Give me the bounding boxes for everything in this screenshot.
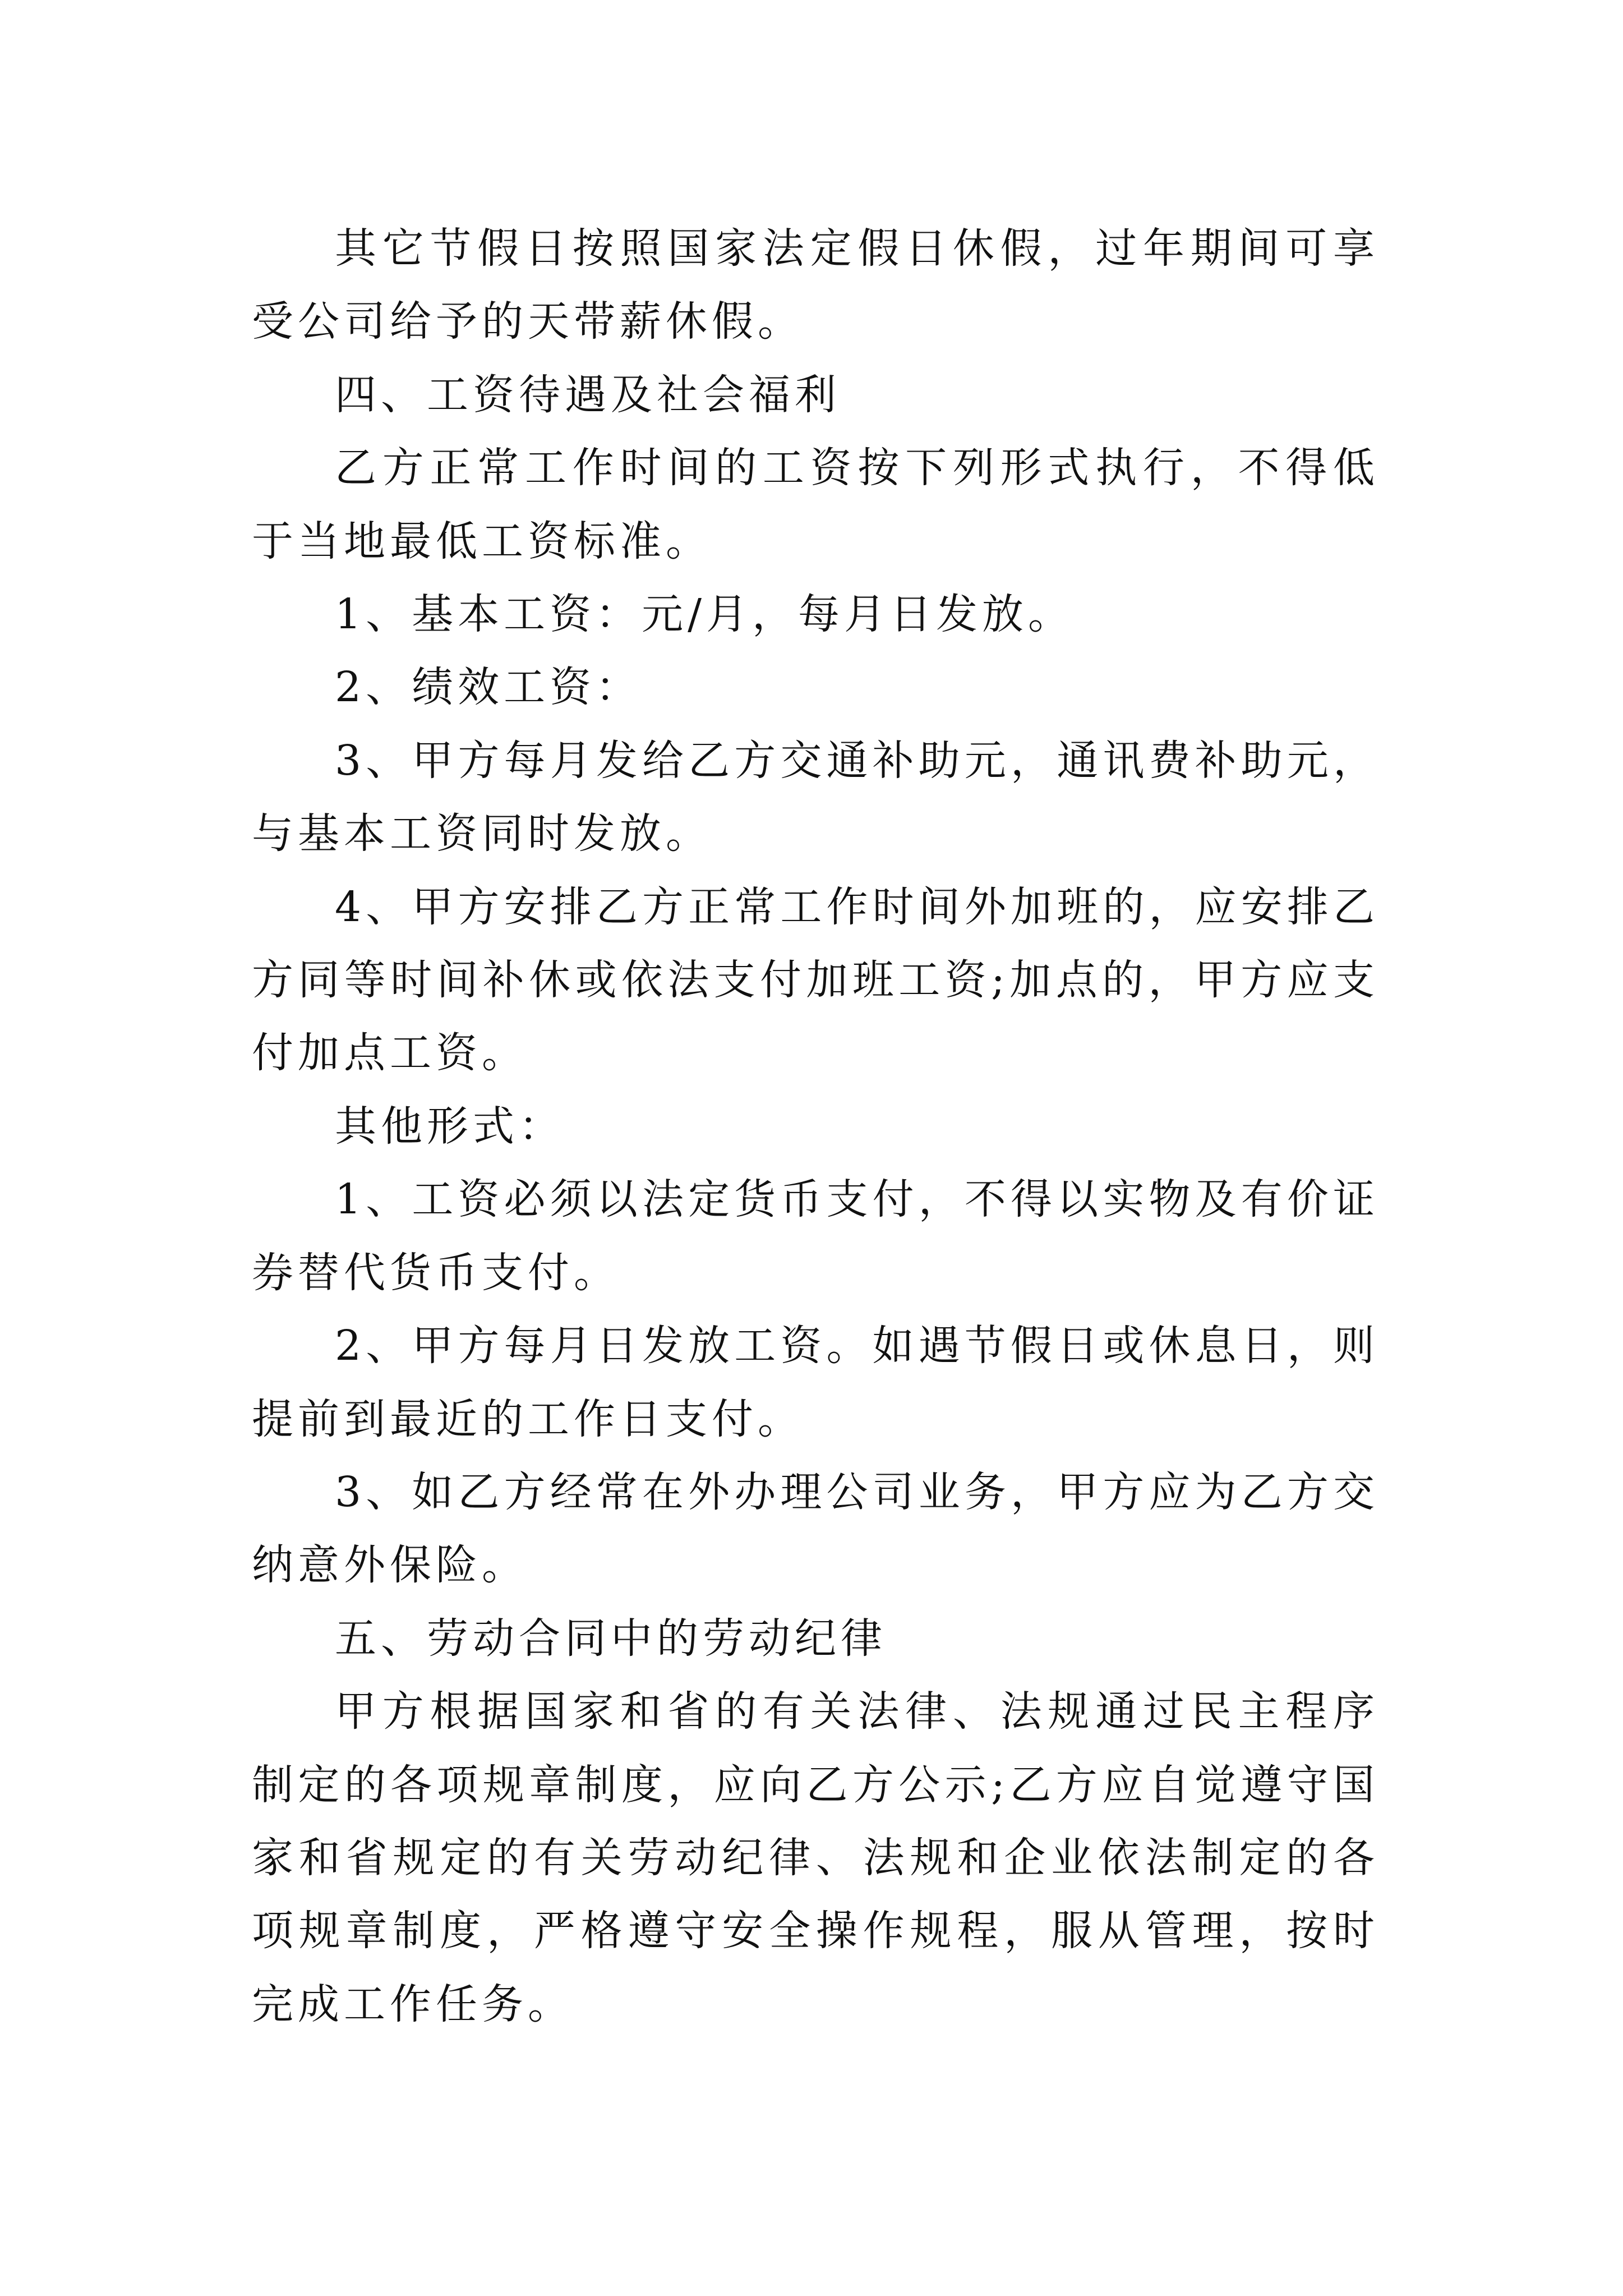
list-item-allowances: 3、甲方每月发给乙方交通补助元，通讯费补助元，与基本工资同时发放。	[252, 736, 1379, 858]
paragraph-wage-form: 乙方正常工作时间的工资按下列形式执行，不得低于当地最低工资标准。	[252, 444, 1379, 565]
list-item-legal-currency: 1、工资必须以法定货币支付，不得以实物及有价证券替代货币支付。	[252, 1175, 1379, 1297]
list-item-pay-day: 2、甲方每月日发放工资。如遇节假日或休息日，则提前到最近的工作日支付。	[252, 1322, 1379, 1443]
list-item-base-salary: 1、基本工资：元/月，每月日发放。	[335, 590, 1075, 639]
paragraph-other-forms: 其他形式：	[335, 1102, 565, 1151]
list-item-accident-insurance: 3、如乙方经常在外办理公司业务，甲方应为乙方交纳意外保险。	[252, 1467, 1379, 1590]
paragraph-holiday-leave: 其它节假日按照国家法定假日休假，过年期间可享受公司给予的天带薪休假。	[252, 224, 1379, 346]
paragraph-rules-compliance: 甲方根据国家和省的有关法律、法规通过民主程序制定的各项规章制度，应向乙方公示;乙方应自觉遵守国家和省规定的有关劳动纪律、法规和企业依法制定的各项规章制度，严格遵守安全操作规程，服从管理，按时完成工作任务。	[252, 1687, 1379, 2028]
document-body	[252, 212, 1379, 2041]
list-item-overtime: 4、甲方安排乙方正常工作时间外加班的，应安排乙方同等时间补休或依法支付加班工资;加点的，甲方应支付加点工资。	[252, 882, 1379, 1078]
section-heading-wages-welfare: 四、工资待遇及社会福利	[335, 370, 841, 419]
section-heading-labor-discipline: 五、劳动合同中的劳动纪律	[335, 1614, 887, 1663]
list-item-performance-pay: 2、绩效工资：	[335, 663, 642, 712]
